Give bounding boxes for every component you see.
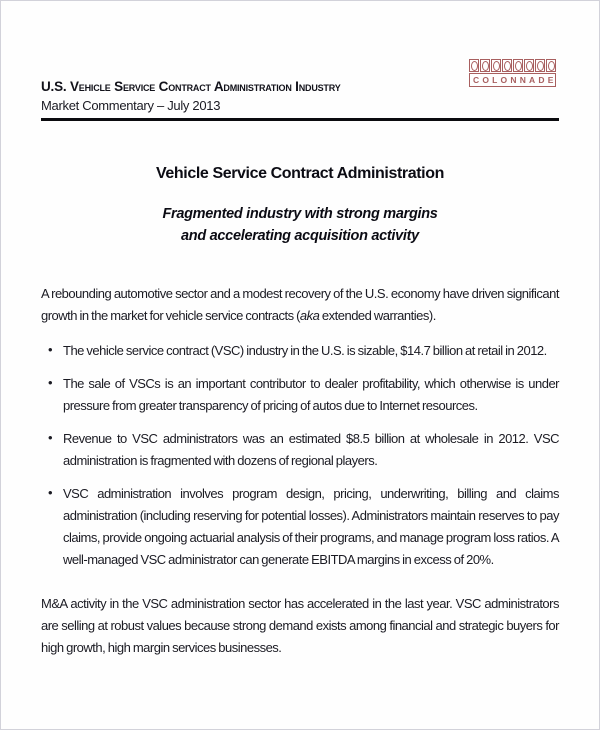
document-subtitle-line-1: Fragmented industry with strong margins xyxy=(162,206,438,222)
list-item: • The vehicle service contract (VSC) industry in the U.S. is sizable, $14.7 billion at retail in 2012. xyxy=(41,340,559,362)
logo-column-icon xyxy=(491,59,501,72)
page-header xyxy=(41,59,559,113)
report-subtitle: Market Commentary – July 2013 xyxy=(41,98,221,113)
logo-column-icon xyxy=(513,59,523,72)
list-item: • The sale of VSCs is an important contributor to dealer profitability, which otherwise is under pressure from greater transparency of pricing of autos due to Internet resources. xyxy=(41,373,559,417)
intro-paragraph xyxy=(41,283,559,327)
intro-text-before: A rebounding automotive sector and a modest recovery of the U.S. economy have driven significant growth in the market for vehicle service contracts ( xyxy=(41,286,559,323)
logo-column-icon xyxy=(469,59,479,72)
list-item: • Revenue to VSC administrators was an estimated $8.5 billion at wholesale in 2012. VSC administration is fragmented with dozens of regional players. xyxy=(41,428,559,472)
logo-columns-icon xyxy=(469,59,559,72)
intro-italic-text: aka xyxy=(299,308,320,323)
colonnade-logo xyxy=(469,59,559,87)
logo-column-icon xyxy=(502,59,512,72)
list-item: • VSC administration involves program design, pricing, underwriting, billing and claims administration (including reserving for potential losses). Administrators maintain reserves to pay claims, provide ongoing actuarial analysis of their programs, and manage program loss ratios. A well-managed VSC administrator can generate EBITDA margins in excess of 20%. xyxy=(41,483,559,571)
intro-text-after: extended warranties). xyxy=(319,308,436,323)
document-subtitle-line-2: and accelerating acquisition activity xyxy=(181,228,419,244)
document-subtitle xyxy=(41,203,559,247)
logo-wordmark: COLONNADE xyxy=(469,73,556,87)
logo-column-icon xyxy=(480,59,490,72)
document-title: Vehicle Service Contract Administration xyxy=(156,165,444,182)
logo-column-icon xyxy=(546,59,556,72)
bullet-list xyxy=(41,340,559,571)
header-divider xyxy=(41,118,559,121)
logo-column-icon xyxy=(535,59,545,72)
report-title: U.S. Vehicle Service Contract Administration Industry xyxy=(41,79,341,94)
header-text-block xyxy=(41,59,341,113)
logo-column-icon xyxy=(524,59,534,72)
closing-paragraph: M&A activity in the VSC administration sector has accelerated in the last year. VSC administrators are selling at robust values because strong demand exists among financial and strategic buyers for high growth, high margin services businesses. xyxy=(41,596,559,655)
